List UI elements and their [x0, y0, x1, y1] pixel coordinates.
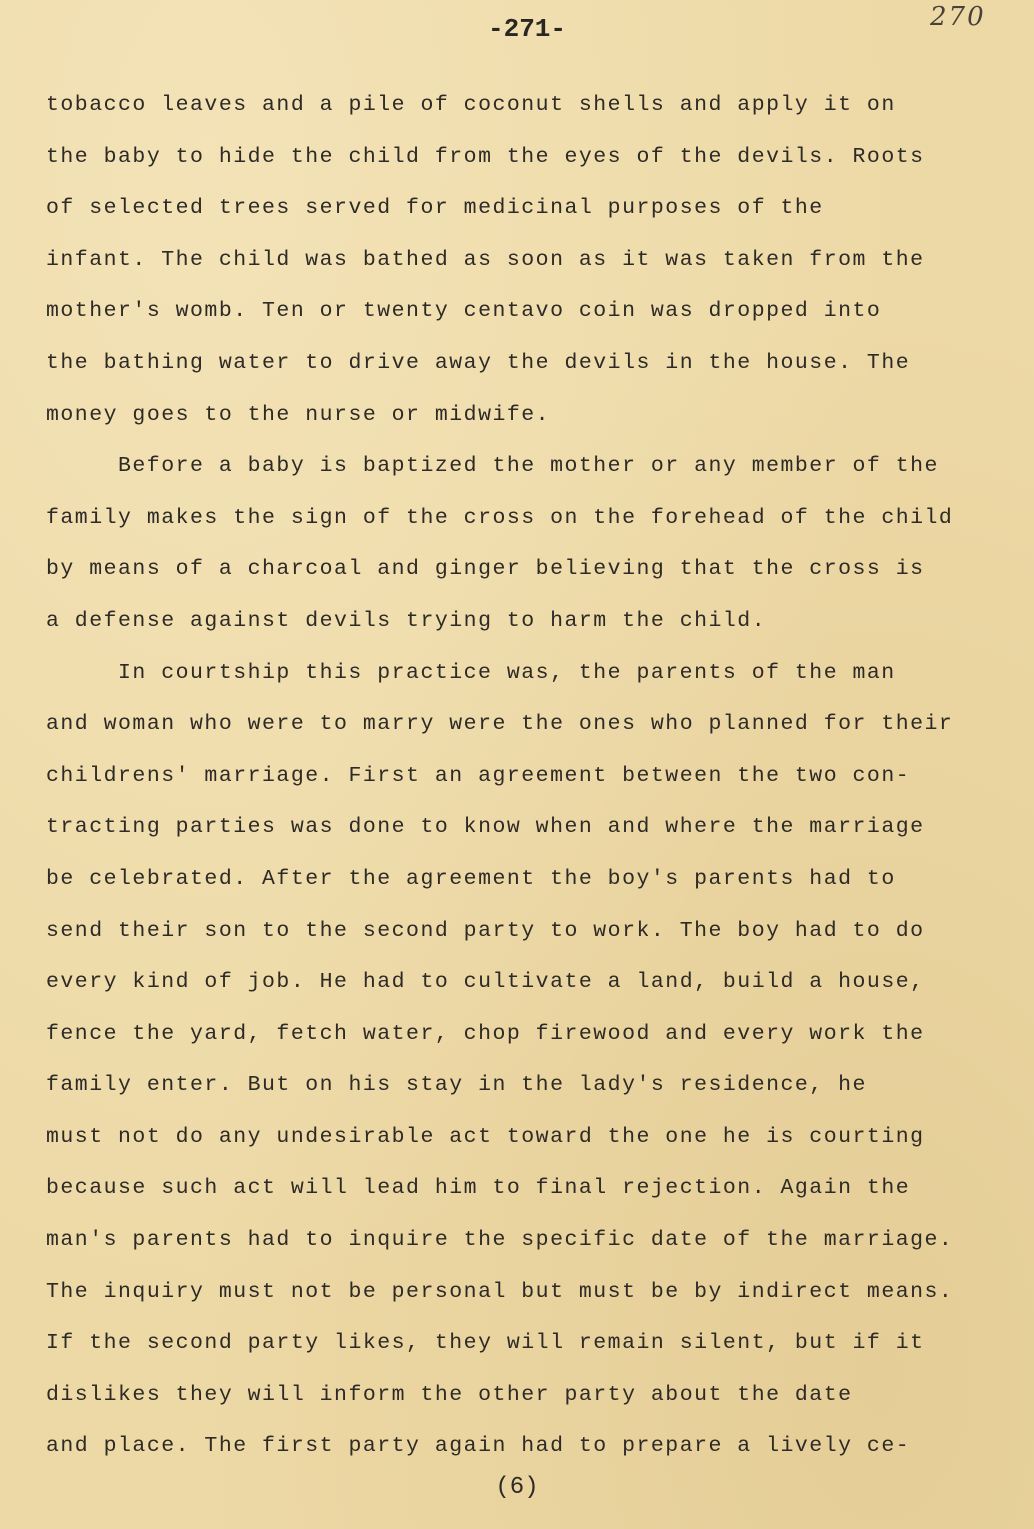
text-line: by means of a charcoal and ginger believing that the cross is: [46, 557, 925, 582]
text-line: because such act will lead him to final rejection. Again the: [46, 1176, 911, 1201]
text-line: a defense against devils trying to harm the child.: [46, 608, 767, 633]
text-line: the bathing water to drive away the devils in the house. The: [46, 350, 911, 375]
text-line: childrens' marriage. First an agreement between the two con-: [46, 763, 911, 788]
text-line: and place. The first party again had to prepare a lively ce-: [46, 1434, 911, 1459]
text-line: man's parents had to inquire the specific date of the marriage.: [46, 1228, 954, 1253]
page-number-footer: (6): [495, 1474, 539, 1501]
text-line: If the second party likes, they will remain silent, but if it: [46, 1331, 925, 1356]
text-line: be celebrated. After the agreement the boy's parents had to: [46, 866, 896, 891]
text-line: family makes the sign of the cross on the forehead of the child: [46, 505, 954, 530]
text-line: send their son to the second party to work. The boy had to do: [46, 918, 925, 943]
paragraph-start-line: Before a baby is baptized the mother or any member of the: [118, 454, 939, 479]
text-line: mother's womb. Ten or twenty centavo coin was dropped into: [46, 299, 882, 324]
text-line: The inquiry must not be personal but must be by indirect means.: [46, 1279, 954, 1304]
text-line: tobacco leaves and a pile of coconut shells and apply it on: [46, 93, 896, 117]
text-line: of selected trees served for medicinal purposes of the: [46, 196, 824, 221]
text-line: dislikes they will inform the other party about the date: [46, 1382, 853, 1407]
text-line: must not do any undesirable act toward the one he is courting: [46, 1124, 925, 1149]
text-line: fence the yard, fetch water, chop firewood and every work the: [46, 1021, 925, 1046]
text-line: family enter. But on his stay in the lady's residence, he: [46, 1073, 867, 1098]
text-line: and woman who were to marry were the ones who planned for their: [46, 712, 954, 737]
text-line: infant. The child was bathed as soon as it was taken from the: [46, 247, 925, 272]
text-line: every kind of job. He had to cultivate a land, build a house,: [46, 970, 925, 995]
body-text: [46, 80, 1006, 1473]
text-line: tracting parties was done to know when and where the marriage: [46, 815, 925, 840]
text-line: money goes to the nurse or midwife.: [46, 402, 551, 427]
page-number-top: -271-: [488, 14, 567, 44]
text-line: the baby to hide the child from the eyes of the devils. Roots: [46, 144, 925, 169]
handwritten-page-number: 270: [930, 2, 986, 32]
paragraph-start-line: In courtship this practice was, the parents of the man: [118, 660, 896, 685]
